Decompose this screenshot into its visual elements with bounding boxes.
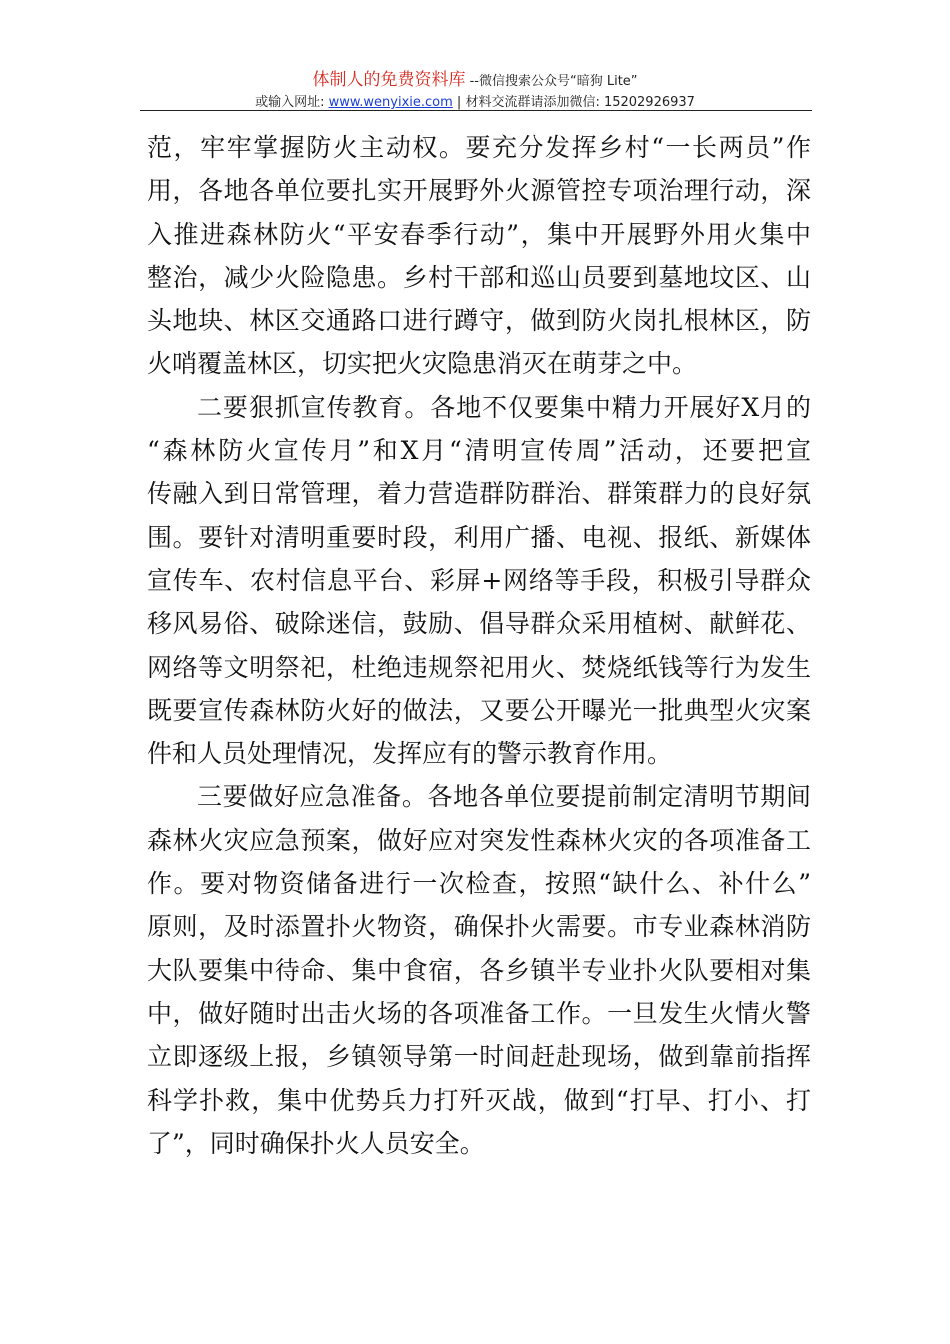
text-line: 头地块、林区交通路口进行蹲守，做到防火岗扎根林区，防	[147, 306, 811, 336]
text-line: 用，各地各单位要扎实开展野外火源管控专项治理行动，深	[147, 176, 811, 206]
header-url-link[interactable]: www.wenyixie.com	[328, 95, 453, 110]
text-line: 中，做好随时出击火场的各项准备工作。一旦发生火情火警	[147, 998, 811, 1028]
header-url-prefix: 或输入网址:	[255, 95, 329, 110]
text-line: 科学扑救，集中优势兵力打歼灭战，做到“打早、打小、打	[147, 1085, 811, 1115]
text-line: 既要宣传森林防火好的做法，又要公开曝光一批典型火灾案	[147, 695, 811, 725]
text-line: 火哨覆盖林区，切实把火灾隐患消灭在萌芽之中。	[147, 349, 698, 379]
header-tagline: --微信搜索公众号“暗狗 Lite”	[465, 74, 638, 89]
text-line: 了”，同时确保扑火人员安全。	[147, 1128, 485, 1158]
text-line: 件和人员处理情况，发挥应有的警示教育作用。	[147, 739, 673, 769]
text-line: 传融入到日常管理，着力营造群防群治、群策群力的良好氛	[147, 479, 811, 509]
text-line: 大队要集中待命、集中食宿，各乡镇半专业扑火队要相对集	[147, 955, 811, 985]
text-line: 作。要对物资储备进行一次检查，按照“缺什么、补什么”	[147, 869, 811, 899]
text-line: “森林防火宣传月”和X月“清明宣传周”活动，还要把宣	[147, 436, 811, 466]
text-line: 森林火灾应急预案，做好应对突发性森林火灾的各项准备工	[147, 825, 811, 855]
header-divider	[140, 110, 812, 111]
text-line: 范，牢牢掌握防火主动权。要充分发挥乡村“一长两员”作	[147, 133, 811, 162]
text-line: 入推进森林防火“平安春季行动”，集中开展野外用火集中	[147, 219, 811, 249]
text-line: 网络等文明祭祀，杜绝违规祭祀用火、焚烧纸钱等行为发生	[147, 652, 811, 682]
text-line: 整治，减少火险隐患。乡村干部和巡山员要到墓地坟区、山	[147, 262, 811, 292]
text-line: 宣传车、农村信息平台、彩屏+网络等手段，积极引导群众	[147, 565, 811, 595]
paragraph-3-start: 三要做好应急准备。各地各单位要提前制定清明节期间	[197, 782, 811, 812]
text-line: 立即逐级上报，乡镇领导第一时间赶赴现场，做到靠前指挥	[147, 1042, 811, 1072]
header-line-1	[0, 70, 950, 92]
text-line: 移风易俗、破除迷信，鼓励、倡导群众采用植树、献鲜花、	[147, 609, 811, 639]
text-line: 围。要针对清明重要时段，利用广播、电视、报纸、新媒体	[147, 522, 811, 552]
document-body	[147, 126, 811, 1165]
page-header	[0, 70, 950, 112]
text-line: 原则，及时添置扑火物资，确保扑火需要。市专业森林消防	[147, 912, 811, 942]
paragraph-2-start: 二要狠抓宣传教育。各地不仅要集中精力开展好X月的	[197, 392, 811, 422]
header-brand: 体制人的免费资料库	[312, 70, 466, 90]
header-contact: | 材料交流群请添加微信: 15202926937	[452, 95, 695, 110]
